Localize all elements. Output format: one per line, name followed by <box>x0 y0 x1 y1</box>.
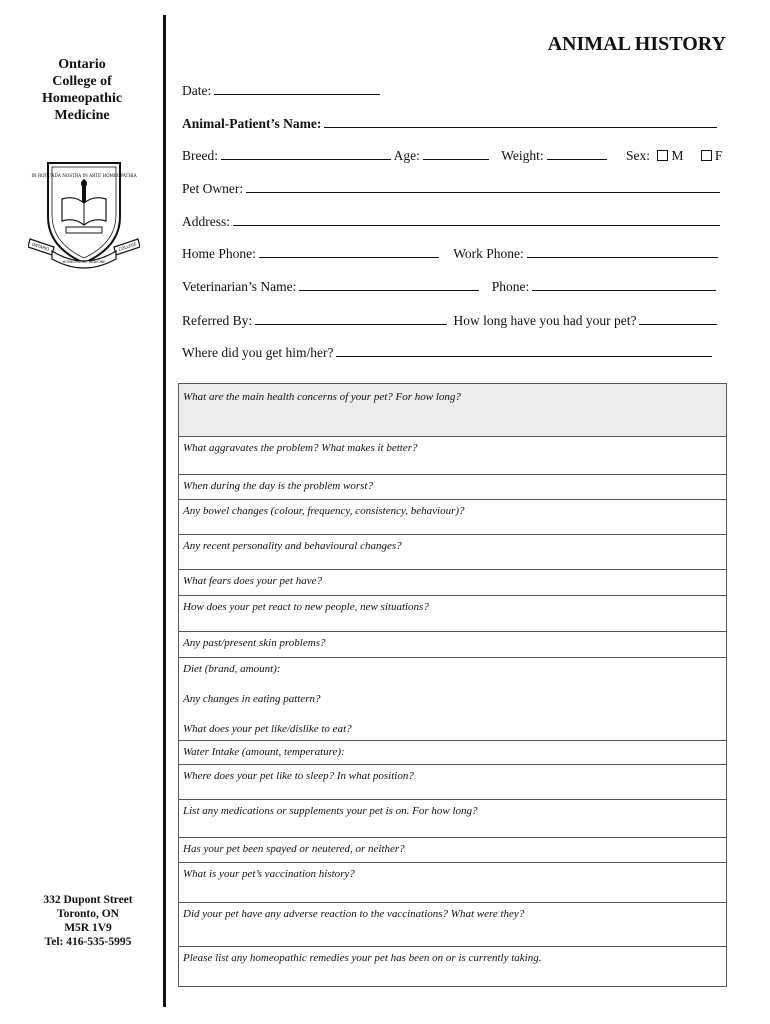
how-long-label: How long have you had your pet? <box>453 313 637 328</box>
home-phone-label: Home Phone: <box>182 246 256 261</box>
veterinarian-field[interactable] <box>299 278 479 291</box>
sidebar <box>0 0 163 1024</box>
question-row[interactable]: When during the day is the problem worst? <box>179 474 726 499</box>
question-row[interactable]: Did your pet have any adverse reaction to the vaccinations? What were they? <box>179 902 726 946</box>
question-row[interactable]: Where does your pet like to sleep? In what position? <box>179 764 726 799</box>
question-row[interactable]: Has your pet been spayed or neutered, or neither? <box>179 837 726 862</box>
question-row[interactable]: How does your pet react to new people, new situations? <box>179 595 726 631</box>
sex-m-checkbox[interactable] <box>657 150 668 161</box>
sidebar-divider <box>163 15 166 1007</box>
date-label: Date: <box>182 83 212 98</box>
date-field[interactable] <box>214 82 380 95</box>
date-row <box>182 82 380 99</box>
phone-row <box>182 245 718 262</box>
sex-label: Sex: <box>626 148 651 163</box>
work-phone-label: Work Phone: <box>453 246 524 261</box>
patient-name-field[interactable] <box>324 115 717 128</box>
where-label: Where did you get him/her? <box>182 345 334 360</box>
how-long-field[interactable] <box>639 312 717 325</box>
question-row[interactable]: What is your pet’s vaccination history? <box>179 862 726 902</box>
patient-name-row <box>182 115 717 132</box>
referred-by-label: Referred By: <box>182 313 253 328</box>
question-row[interactable]: List any medications or supplements your pet is on. For how long? <box>179 799 726 837</box>
crest-ribbon-right: COLLEGE <box>117 241 138 252</box>
weight-field[interactable] <box>547 147 607 160</box>
question-row[interactable]: Please list any homeopathic remedies your pet has been on or is currently taking. <box>179 946 726 986</box>
sex-f-checkbox[interactable] <box>701 150 712 161</box>
question-row[interactable]: Water Intake (amount, temperature): <box>179 740 726 764</box>
vet-phone-label: Phone: <box>491 279 530 294</box>
pet-owner-field[interactable] <box>246 180 720 193</box>
sex-f-label: F <box>714 148 723 163</box>
crest-motto: IN ROTUNDA NOSTRA IN ARTE HOMEOPATHIA <box>31 173 137 178</box>
home-phone-field[interactable] <box>259 245 439 258</box>
breed-row <box>182 147 722 164</box>
questions-table <box>178 383 727 987</box>
veterinarian-label: Veterinarian’s Name: <box>182 279 297 294</box>
question-row[interactable]: Any past/present skin problems? <box>179 631 726 657</box>
breed-label: Breed: <box>182 148 218 163</box>
sex-m-label: M <box>671 148 684 163</box>
where-row <box>182 344 712 361</box>
organization-name: Ontario College of Homeopathic Medicine <box>41 57 123 123</box>
weight-label: Weight: <box>501 148 544 163</box>
college-address: 332 Dupont Street Toronto, ON M5R 1V9 Tel: 416-535-5995 <box>43 894 133 948</box>
crest-ribbon-bottom: HOMEOPATHIC MEDICINE <box>62 260 106 264</box>
crest-ribbon-left: ONTARIO <box>31 241 50 252</box>
age-label: Age: <box>393 148 420 163</box>
address-label: Address: <box>182 214 230 229</box>
patient-name-label: Animal-Patient’s Name: <box>182 116 322 131</box>
age-field[interactable] <box>423 147 489 160</box>
veterinarian-row <box>182 278 716 295</box>
question-row[interactable]: Any recent personality and behavioural changes? <box>179 534 726 569</box>
diet-question-row[interactable]: Diet (brand, amount): Any changes in eating pattern? What does your pet like/dislike to eat? <box>179 657 726 740</box>
pet-owner-row <box>182 180 720 197</box>
question-row[interactable]: Any bowel changes (colour, frequency, consistency, behaviour)? <box>179 499 726 534</box>
vet-phone-field[interactable] <box>532 278 716 291</box>
address-field[interactable] <box>233 213 720 226</box>
work-phone-field[interactable] <box>527 245 718 258</box>
breed-field[interactable] <box>221 147 391 160</box>
referred-by-field[interactable] <box>255 312 447 325</box>
question-row[interactable]: What aggravates the problem? What makes it better? <box>179 436 726 474</box>
form-title: ANIMAL HISTORY <box>547 33 726 55</box>
referred-row <box>182 312 717 329</box>
where-field[interactable] <box>336 344 712 357</box>
pet-owner-label: Pet Owner: <box>182 181 244 196</box>
college-crest-icon <box>28 155 140 275</box>
address-row <box>182 213 720 230</box>
question-row[interactable]: What are the main health concerns of your pet? For how long? <box>179 384 726 436</box>
question-row[interactable]: What fears does your pet have? <box>179 569 726 595</box>
